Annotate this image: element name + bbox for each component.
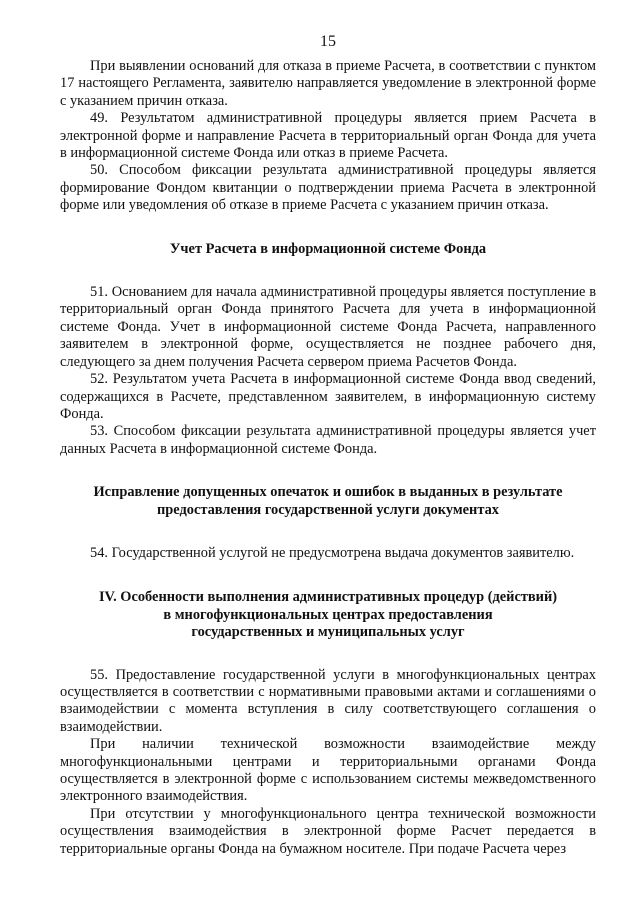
heading-corrections — [60, 484, 596, 519]
paragraph-53: 53. Способом фиксации результата административной процедуры является учет данных Расчета в информационной системе Фонда. — [60, 423, 596, 457]
paragraph-52: 52. Результатом учета Расчета в информационной системе Фонда ввод сведений, содержащихся в Расчете, представленном заявителем, в информационную систему Фонда. — [60, 371, 596, 422]
page-number: 15 — [320, 33, 336, 50]
paragraph-54: 54. Государственной услугой не предусмотрена выдача документов заявителю. — [90, 544, 575, 561]
paragraph-51: 51. Основанием для начала административной процедуры является поступление в территориальный орган Фонда принятого Расчета для учета в информационной системе Фонда. Учет в информационной системе Фонда Расчета, направленного заявителем в электронной форме, осуществляется не позднее рабочего дня, следующего за днем получения Расчета сервером приема Расчетов Фонда. — [60, 284, 596, 370]
paragraph-55: 55. Предоставление государственной услуги в многофункциональных центрах осуществляется в соответствии с нормативными правовыми актами и соглашениями о взаимодействии с момента вступления в силу соответствующего соглашения о взаимодействии. — [60, 666, 596, 735]
paragraph-electronic-interaction: При наличии технической возможности взаимодействие между многофункциональными центрами и территориальными органами Фонда осуществляется в электронной форме с использованием системы межведомственного электронного взаимодействия. — [60, 736, 596, 805]
paragraph-49: 49. Результатом административной процедуры является прием Расчета в электронной форме и направление Расчета в территориальный орган Фонда для учета в информационной системе Фонда или отказ в приеме Расчета. — [60, 110, 596, 162]
heading-corrections-line-1: Исправление допущенных опечаток и ошибок в выданных в результате — [93, 484, 563, 501]
paragraph-50: 50. Способом фиксации результата административной процедуры является формирование Фондом квитанции о подтверждении приема Расчета в электронной форме или уведомления об отказе в приеме Расчета с указанием причин отказа. — [60, 162, 596, 214]
heading-corrections-line-2: предоставления государственной услуги документах — [157, 501, 499, 518]
section-iv-heading-line-3: государственных и муниципальных услуг — [191, 624, 465, 641]
section-iv-heading-line-1: IV. Особенности выполнения административных процедур (действий) — [98, 589, 558, 606]
paragraph-rejection-notice: При выявлении оснований для отказа в приеме Расчета, в соответствии с пунктом 17 настоящего Регламента, заявителю направляется уведомление в электронной форме с указанием причин отказа. — [60, 58, 596, 109]
document-page — [60, 32, 596, 858]
heading-accounting: Учет Расчета в информационной системе Фонда — [169, 240, 487, 257]
paragraph-paper-interaction: При отсутствии у многофункционального центра технической возможности осуществления взаимодействия в электронной форме Расчет передается в территориальные органы Фонда на бумажном носителе. При подаче Расчета через — [60, 805, 596, 857]
section-iv-heading — [60, 589, 596, 641]
section-iv-heading-line-2: в многофункциональных центрах предоставления — [163, 606, 493, 623]
